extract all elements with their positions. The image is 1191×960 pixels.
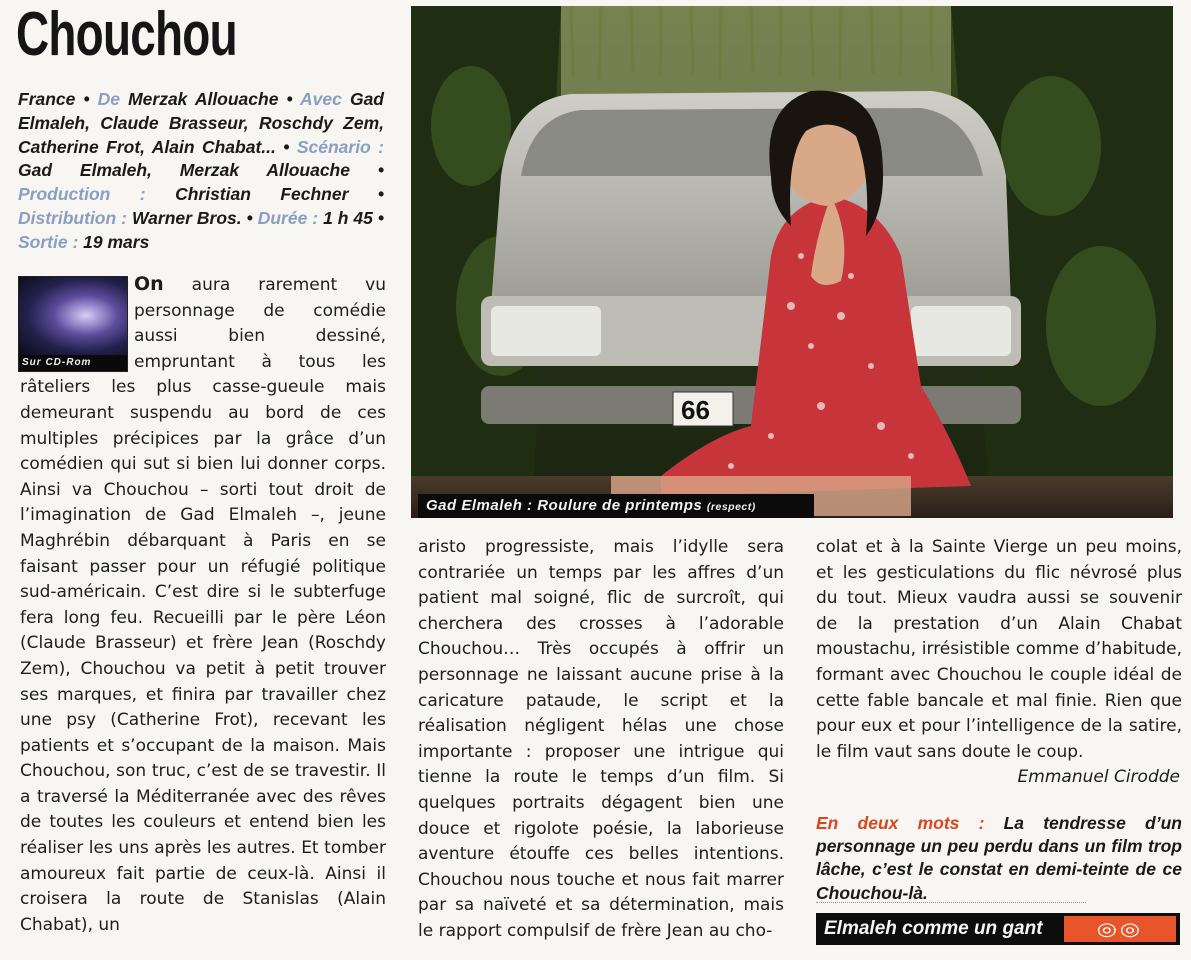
credit-country: France xyxy=(18,89,76,109)
credit-distribution: Warner Bros. xyxy=(131,207,242,228)
credit-label-cast: Avec xyxy=(300,89,342,109)
photo-caption xyxy=(418,494,814,518)
credit-screenplay: Gad Elmaleh, Merzak Allouache xyxy=(18,160,350,181)
article-lead-word: On xyxy=(134,273,164,295)
eye-icon: ◎◎ xyxy=(1096,919,1144,939)
credit-label-screenplay: Scénario : xyxy=(296,136,384,157)
credit-separator: • xyxy=(275,136,297,157)
article-text: aristo progressiste, mais l’idylle sera contrariée un temps par les affres d’un patient mal soigné, flic de surcroît, qui cherchera des crosses à l’adorable Chouchou… Très occupés à offrir un personnage ne laissant aucune prise à la caricature pataude, le script et la réalisation négligent hélas une chose importante : proposer une intrigue qui tienne la route le temps d’un film. Si quelques portraits dégagent bien une douce et rigolote poésie, la laborieuse aventure étouffe ces belles intentions. Chouchou nous touche et nous fait marrer par sa naïveté et sa détermination, mais le rapport compulsif de frère Jean au cho- xyxy=(418,537,784,941)
credit-production: Christian Fechner xyxy=(175,184,349,205)
article-text: colat et à la Sainte Vierge un peu moins, et les gesticulations du flic névrosé plus du tout. Mieux vaudra aussi se souvenir de la prestation d’un Alain Chabat moustachu, irrésistible comme d’habitude, formant avec Chouchou le couple idéal de cette fable bancale et mal finie. Rien que pour eux et pour l’intelligence de la satire, le film vaut sans doute le coup. xyxy=(816,537,1182,762)
credit-duration: 1 h 45 xyxy=(323,207,373,228)
summary-text: La tendresse d’un personnage un peu perdu dans un film trop lâche, c’est le constat en demi-teinte de ce Chouchou-là. xyxy=(816,813,1182,903)
credit-cast: Gad Elmaleh, Claude Brasseur, Roschdy Zem, Catherine Frot, Alain Chabat... xyxy=(18,89,384,157)
verdict-bar xyxy=(816,913,1180,945)
article-column-3 xyxy=(816,535,1182,791)
thumbnail-wrap-space xyxy=(20,272,134,374)
credit-separator: • xyxy=(75,89,98,109)
credit-label-release: Sortie : xyxy=(18,231,79,252)
verdict-text: Elmaleh comme un gant xyxy=(824,918,1043,939)
author-signature: Emmanuel Cirodde xyxy=(1017,767,1180,788)
review-title: Chouchou xyxy=(16,0,237,69)
credit-separator: • xyxy=(278,89,301,109)
article-text: aura rarement vu personnage de comédie aussi bien dessiné, empruntant à tous les râteliers les plus casse-gueule mais demeurant suspendu au bord de ces multiples précipices par la grâce d’un comédien qui sut si bien lui donner corps. Ainsi va Chouchou – sorti tout droit de l’imagination de Gad Elmaleh –, jeune Maghrébin débarquant à Paris en se faisant passer pour un réfugié politique sud-américain. C’est dire si le subterfuge fera long feu. Recueilli par le père Léon (Claude Brasseur) et frère Jean (Roschdy Zem), Chouchou va petit à petit trouver ses marques, et finira par travailler chez une psy (Catherine Frot), recevant les patients et s’occupant de la maison. Mais Chouchou, son truc, c’est de se travestir. Il a traversé la Méditerranée avec des rêves de toutes les couleurs et entend bien les réaliser les uns après les autres. Et tomber amoureux fait partie de ceux-là. Ainsi il croisera la route de Stanislas (Alain Chabat), un xyxy=(20,275,386,935)
film-still-illustration xyxy=(411,6,1173,518)
summary-label: En deux mots : xyxy=(816,813,985,833)
film-credits xyxy=(18,88,384,255)
cd-rom-badge: Sur CD-Rom xyxy=(19,355,127,371)
photo-caption-main: Gad Elmaleh : Roulure de printemps xyxy=(426,497,703,514)
license-plate-text: 66 xyxy=(681,395,710,425)
credit-label-production: Production : xyxy=(18,184,146,205)
article-column-1 xyxy=(20,272,386,938)
credit-separator: • xyxy=(348,184,384,205)
credit-separator: • xyxy=(349,160,384,181)
photo-caption-credit: (respect) xyxy=(706,501,756,513)
credit-separator: • xyxy=(241,207,258,228)
credit-separator: • xyxy=(372,207,384,228)
divider xyxy=(816,902,1086,903)
credit-director: Merzak Allouache xyxy=(128,89,279,109)
credit-release: 19 mars xyxy=(83,231,150,252)
credit-label-duration: Durée : xyxy=(257,207,319,228)
credit-label-director: De xyxy=(97,89,121,109)
credit-label-distribution: Distribution : xyxy=(18,207,127,228)
summary-box xyxy=(816,812,1182,905)
film-still-photo xyxy=(411,6,1173,518)
rating-eye-icon xyxy=(1064,916,1176,942)
article-column-2 xyxy=(418,535,784,945)
